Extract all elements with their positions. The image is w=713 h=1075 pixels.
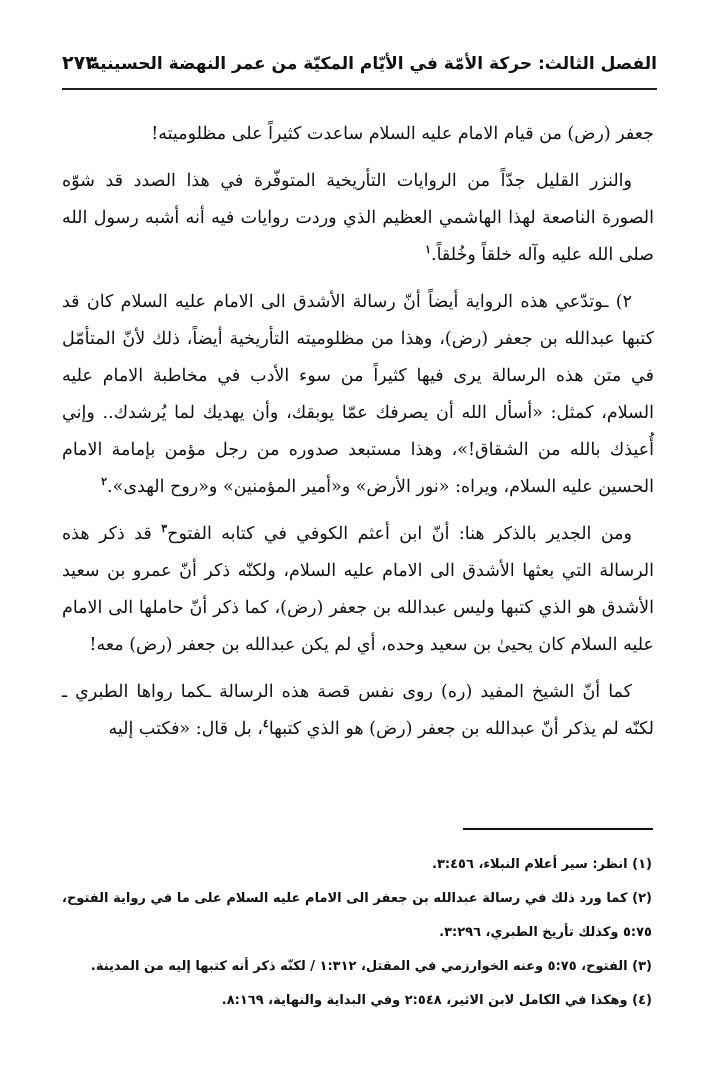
paragraph-4-text-a: ومن الجدير بالذكر هنا: أنّ ابن أعثم الكوفي في كتابه الفتوح <box>167 524 632 544</box>
paragraph-5-text-a: كما أنّ الشيخ المفيد (ره) روى نفس قصة هذه الرسالة ـكما رواها الطبري ـ لكنّه لم يذكر أنّ عبدالله بن جعفر (رض) هو الذي كتبها <box>62 682 654 739</box>
page-number: ٢٧٣ <box>62 52 97 74</box>
footnote-3: (٣) الفتوح، ٥:٧٥ وعنه الخوارزمي في المقتل، ١:٣١٢ / لكنّه ذكر أنه كتبها إليه من المدينة. <box>90 959 652 974</box>
footnote-4: (٤) وهكذا في الكامل لابن الاثير، ٢:٥٤٨ وفي البداية والنهاية، ٨:١٦٩. <box>221 993 652 1008</box>
footnote-divider <box>463 828 653 830</box>
footnotes <box>62 848 652 1018</box>
paragraph-2-text: والنزر القليل جدّاً من الروايات التأريخية المتوفّرة في هذا الصدد قد شوّه الصورة الناصعة لهذا الهاشمي العظيم الذي وردت روايات فيه أنه أشبه رسول الله صلى الله عليه وآله خلقاً وخُلقاً. <box>62 171 654 265</box>
footnote-2: (٢) كما ورد ذلك في رسالة عبدالله بن جعفر الى الامام عليه السلام على ما في رواية الفتوح، ٥:٧٥ وكذلك تأريخ الطبري، ٣:٢٩٦. <box>62 891 652 940</box>
paragraph-3 <box>62 284 654 506</box>
page-header <box>62 50 657 84</box>
body-text <box>62 116 654 758</box>
paragraph-4 <box>62 516 654 664</box>
paragraph-4-text-b: قد ذكر هذه الرسالة التي بعثها الأشدق الى الامام عليه السلام، ولكنّه ذكر أنّ عمرو بن سعيد الأشدق هو الذي كتبها وليس عبدالله بن جعفر (رض)، كما ذكر أنّ حاملها الى الامام عليه السلام كان يحيىٰ بن سعيد وحده، أي لم يكن عبدالله بن جعفر (رض) معه! <box>62 524 654 655</box>
paragraph-2 <box>62 163 654 274</box>
header-divider <box>62 88 657 90</box>
paragraph-3-text: ٢) ـوتدّعي هذه الرواية أيضاً أنّ رسالة الأشدق الى الامام عليه السلام كان قد كتبها عبدالله بن جعفر (رض)، وهذا من مظلوميته التأريخية أيضاً، ذلك لأنّ المتأمّل في متن هذه الرسالة يرى فيها كثيراً من سوء الأدب في مخاطبة الامام عليه السلام، كمثل: «أسأل الله أن يصرفك عمّا يوبقك، وأن يهديك لما يُرشدك.. وإني أُعيذك بالله من الشقاق!»، وهذا مستبعد صدوره من رجل مؤمن بإمامة الامام الحسين عليه السلام، ويراه: «نور الأرض» و«أمير المؤمنين» و«روح الهدى». <box>62 292 654 497</box>
chapter-title: الفصل الثالث: حركة الأمّة في الأيّام المكيّة من عمر النهضة الحسينية <box>89 54 657 74</box>
footnote-ref-2[interactable]: ٢ <box>101 475 108 489</box>
paragraph-1: جعفر (رض) من قيام الامام عليه السلام ساعدت كثيراً على مظلوميته! <box>151 124 654 144</box>
footnote-ref-1[interactable]: ١ <box>425 243 432 257</box>
paragraph-5 <box>62 674 654 748</box>
footnote-ref-3[interactable]: ٣ <box>161 522 168 536</box>
footnote-ref-4[interactable]: ٤ <box>262 717 269 731</box>
footnote-1: (١) انظر: سير أعلام النبلاء، ٣:٤٥٦. <box>432 857 652 872</box>
paragraph-5-text-b: ، بل قال: «فكتب إليه <box>108 719 263 739</box>
